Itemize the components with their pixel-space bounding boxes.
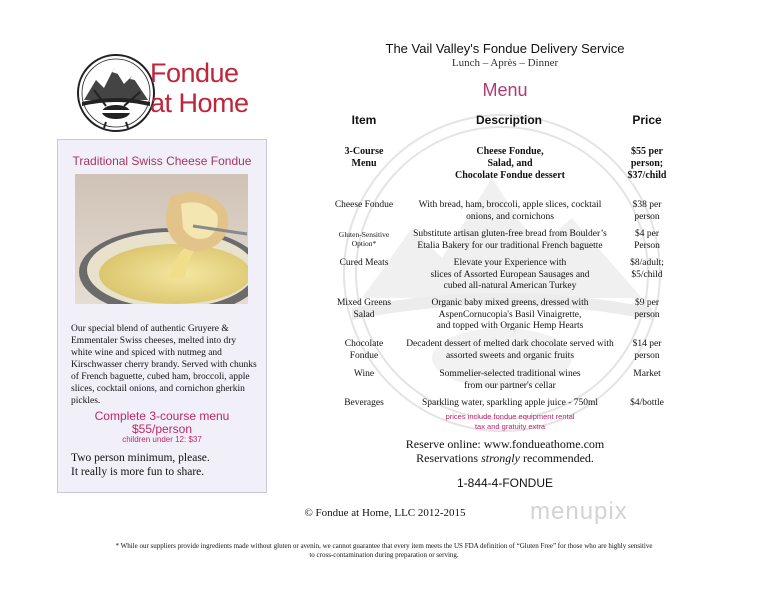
row-description	[398, 200, 622, 223]
row-item	[329, 200, 399, 212]
row-price	[622, 146, 672, 182]
price-line: $55 per	[631, 146, 663, 157]
panel-title: Traditional Swiss Cheese Fondue	[72, 154, 252, 168]
complete-menu-offer	[58, 410, 266, 436]
menu-title: Menu	[482, 80, 528, 100]
featured-fondue-panel	[57, 139, 267, 493]
reserve-emphasis: strongly	[481, 451, 520, 465]
column-header-item: Item	[351, 113, 377, 127]
desc-line: Elevate your Experience with	[453, 258, 567, 268]
phone-number: 1-844-4-FONDUE	[456, 476, 554, 490]
price-line: $4 per	[634, 229, 659, 239]
row-price	[622, 229, 672, 252]
desc-line: Chocolate Fondue dessert	[455, 170, 565, 181]
row-description	[398, 339, 622, 362]
panel-description: Our special blend of authentic Gruyere & Emmentaler Swiss cheeses, melted into dry white wine and spiced with nutmeg and Kirschwasser cherry brandy. Served with chunks of French baguette, cubed ham, broccoli, apple slices, cocktail onions, and cornichon gherkin pickles.	[71, 324, 257, 406]
reserve-online: Reserve online: www.fondueathome.com	[405, 437, 605, 451]
desc-line: Etalia Bakery for our traditional French baguette	[417, 240, 603, 251]
column-header-description: Description	[475, 113, 542, 127]
reserve-recommendation	[360, 451, 650, 465]
desc-line: With bread, ham, broccoli, apple slices, cocktail	[418, 200, 602, 210]
desc-line: Sommelier-selected traditional wines	[439, 369, 581, 379]
price-line: person;	[630, 158, 664, 169]
row-item	[329, 298, 399, 321]
offer-price: $55/person	[131, 422, 193, 436]
price-line: $14 per	[632, 339, 662, 349]
meal-times: Lunch – Après – Dinner	[451, 57, 559, 69]
reservation-info	[360, 437, 650, 465]
note-line2: It really is more fun to share.	[71, 466, 205, 478]
item-line: Cured Meats	[339, 258, 389, 268]
service-tagline: The Vail Valley's Fondue Delivery Service	[385, 41, 625, 56]
row-item	[329, 146, 399, 170]
row-description	[398, 369, 622, 392]
fees-line: prices include fondue equipment rental	[445, 412, 575, 421]
desc-line: Organic baby mixed greens, dressed with	[431, 298, 589, 308]
item-line: Gluten-Sensitive	[338, 230, 390, 239]
item-line: Cheese Fondue	[334, 200, 394, 210]
row-description	[398, 229, 622, 252]
children-price: children under 12: $37	[122, 435, 202, 444]
row-item	[329, 369, 399, 381]
desc-line: Substitute artisan gluten-free bread from Boulder’s	[413, 229, 607, 239]
minimum-note	[71, 451, 261, 479]
item-line: Fondue	[349, 350, 379, 361]
offer-line1: Complete 3-course menu	[94, 409, 230, 423]
item-line: Mixed Greens	[336, 298, 392, 308]
item-line: Beverages	[344, 398, 384, 408]
logo-line2: at Home	[150, 88, 249, 118]
row-price	[622, 339, 672, 362]
desc-line: Sparkling water, sparkling apple juice - 750ml	[421, 398, 599, 408]
item-line: Chocolate	[344, 339, 384, 349]
fees-line: tax and gratuity extra	[474, 422, 546, 431]
price-line: $5/child	[631, 269, 663, 280]
row-item	[329, 230, 399, 248]
item-line: 3-Course	[344, 146, 384, 157]
reserve-suffix: recommended.	[519, 451, 594, 465]
price-line: $38 per	[632, 200, 662, 210]
desc-line: from our partner's cellar	[464, 380, 556, 391]
copyright: © Fondue at Home, LLC 2012-2015	[304, 507, 466, 519]
row-price	[622, 200, 672, 223]
price-line: $4/bottle	[630, 398, 664, 408]
price-line: $8/adult;	[630, 258, 664, 268]
row-description	[398, 146, 622, 182]
row-item	[329, 258, 399, 270]
fees-note	[398, 412, 622, 432]
desc-line: Decadent dessert of melted dark chocolate served with	[406, 339, 614, 349]
price-line: person	[634, 309, 660, 320]
logo-wordmark	[150, 58, 249, 118]
disclaimer-line: * While our suppliers provide ingredients made without gluten or avenin, we cannot guarantee that every item meets the US FDA definition of “Gluten Free” for those who are highly sensitive	[115, 542, 653, 550]
note-line1: Two person minimum, please.	[71, 452, 210, 464]
row-price	[622, 258, 672, 281]
disclaimer-line: to cross-contamination during preparation or serving.	[309, 551, 459, 559]
price-line: person	[634, 211, 660, 222]
item-line: Option*	[351, 239, 377, 248]
cheese-fondue-photo	[75, 174, 248, 304]
row-item	[329, 398, 399, 410]
row-description	[398, 258, 622, 293]
column-header-price: Price	[632, 113, 662, 127]
price-line: $9 per	[634, 298, 659, 308]
logo-line1: Fondue	[150, 58, 239, 88]
row-description	[398, 298, 622, 333]
item-line: Menu	[351, 158, 377, 169]
price-line: Market	[633, 369, 661, 379]
reserve-prefix: Reservations	[416, 451, 482, 465]
menupix-watermark: menupix	[530, 498, 628, 525]
item-line: Salad	[353, 309, 375, 320]
desc-line: onions, and cornichons	[466, 211, 554, 222]
gluten-disclaimer	[70, 542, 698, 560]
desc-line: cubed all-natural American Turkey	[443, 281, 577, 291]
desc-line: assorted sweets and organic fruits	[445, 350, 575, 361]
desc-line: slices of Assorted European Sausages and	[430, 269, 590, 280]
row-price	[622, 298, 672, 321]
desc-line: AspenCornucopia's Basil Vinaigrette,	[438, 309, 582, 320]
row-price	[622, 369, 672, 381]
desc-line: Cheese Fondue,	[476, 146, 544, 157]
row-price	[622, 398, 672, 410]
row-description	[398, 398, 622, 410]
item-line: Wine	[353, 369, 375, 379]
desc-line: and topped with Organic Hemp Hearts	[436, 321, 584, 331]
price-line: person	[634, 350, 660, 361]
row-item	[329, 339, 399, 362]
desc-line: Salad, and	[487, 158, 533, 169]
price-line: Person	[634, 240, 660, 251]
price-line: $37/child	[627, 170, 667, 181]
